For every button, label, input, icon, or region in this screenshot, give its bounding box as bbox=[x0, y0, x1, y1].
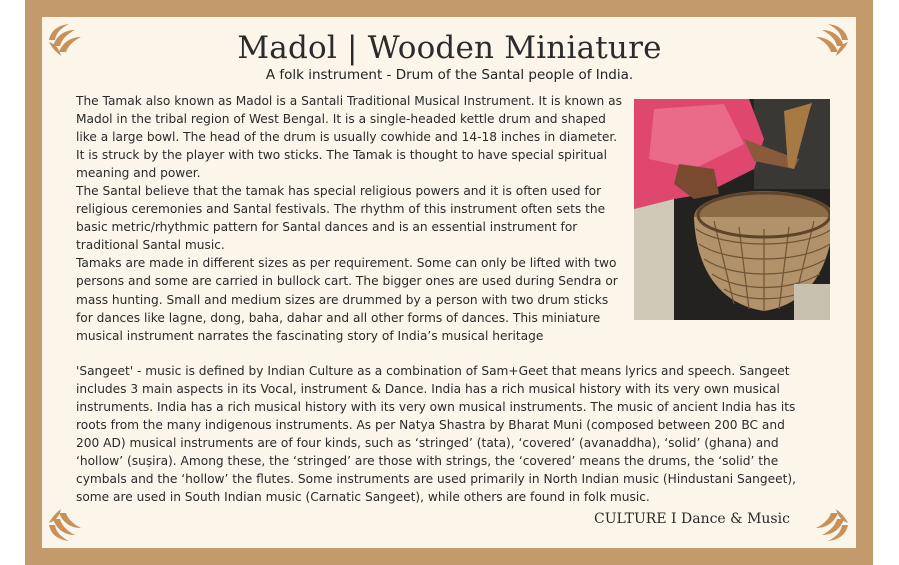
page-title: Madol | Wooden Miniature bbox=[237, 30, 662, 66]
paragraph-intro: The Tamak also known as Madol is a Santali Traditional Musical Instrument. It is known as Madol in the tribal region of West Bengal. It is a single-headed kettle drum and shaped like a large bowl. The head of the drum is usually cowhide and 14-18 inches in diameter. It is struck by the player with two sticks. The Tamak is thought to have special spiritual meaning and power. bbox=[76, 94, 622, 181]
paragraph-sizes: Tamaks are made in different sizes as per requirement. Some can only be lifted with two persons and some are carried in bullock cart. The bigger ones are used during Sendra or mass hunting. Small and medium sizes are drummed by a person with two drum sticks for dances like lagne, dong, baha, dahar and all other forms of dances. This miniature musical instrument narrates the fascinating story of India’s musical heritage bbox=[76, 256, 618, 343]
body-text-bottom bbox=[76, 362, 811, 506]
drum-player-photo bbox=[634, 99, 830, 320]
paragraph-sangeet: 'Sangeet' - music is defined by Indian Culture as a combination of Sam+Geet that means lyrics and speech. Sangeet includes 3 main aspects in its Vocal, instrument & Dance. India has a rich musical history with its very own musical instruments. India has a rich musical history with its very own musical instruments. The music of ancient India has its roots from the many indigenous instruments. As per Natya Shastra by Bharat Muni (composed between 200 BC and 200 AD) musical instruments are of four kinds, such as ‘stringed’ (tata), ‘covered’ (avanaddha), ‘solid’ (ghana) and ‘hollow’ (suṣira). Among these, the ‘stringed’ are those with strings, the ‘covered’ means the drums, the ‘solid’ the cymbals and the ‘hollow’ the flutes. Some instruments are used primarily in North Indian music (Hindustani Sangeet), some are used in South Indian music (Carnatic Sangeet), while others are found in folk music. bbox=[76, 364, 797, 505]
body-text-top bbox=[76, 92, 622, 345]
ornament-bottom-right-icon bbox=[812, 505, 852, 545]
page-subtitle: A folk instrument - Drum of the Santal people of India. bbox=[265, 67, 634, 83]
category-credit: CULTURE I Dance & Music bbox=[594, 511, 790, 527]
paragraph-religious: The Santal believe that the tamak has special religious powers and it is often used for religious ceremonies and Santal festivals. The rhythm of this instrument often sets the basic metric/rhythmic pattern for Santal dances and is an essential instrument for traditional Santal music. bbox=[76, 184, 606, 253]
ornament-bottom-left-icon bbox=[45, 505, 85, 545]
